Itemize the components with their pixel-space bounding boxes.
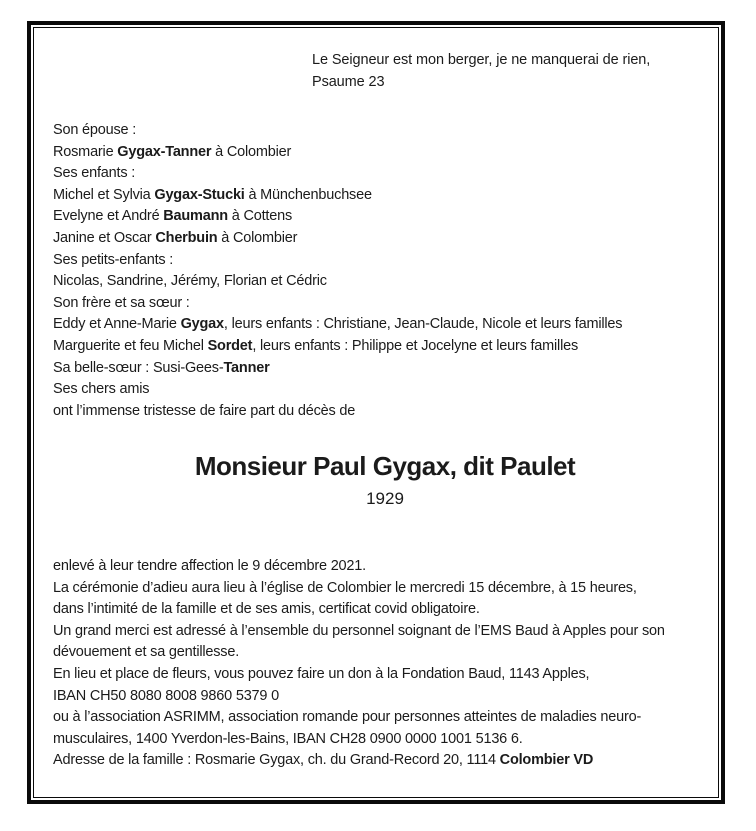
- text-line: ont l’immense tristesse de faire part du décès de: [53, 402, 356, 419]
- text-line: ou à l’association ASRIMM, association romande pour personnes atteintes de maladies neuro-: [53, 709, 642, 726]
- text-line: dans l’intimité de la famille et de ses amis, certificat covid obligatoire.: [53, 601, 480, 618]
- text-line: Un grand merci est adressé à l’ensemble du personnel soignant de l’EMS Baud à Apples pour son: [53, 622, 665, 639]
- text-line: Janine et Oscar Cherbuin à Colombier: [53, 229, 298, 246]
- epigraph-psalm-reference: Psaume 23: [312, 74, 385, 90]
- text-line: En lieu et place de fleurs, vous pouvez faire un don à la Fondation Baud, 1143 Apples,: [53, 665, 590, 682]
- deceased-name-block: [53, 450, 717, 511]
- text-line: Marguerite et feu Michel Sordet, leurs enfants : Philippe et Jocelyne et leurs familles: [53, 337, 579, 354]
- text-line: Sa belle-sœur : Susi-Gees-Tanner: [53, 359, 270, 376]
- text-line: Ses petits-enfants :: [53, 251, 174, 268]
- text-line: dévouement et sa gentillesse.: [53, 644, 240, 661]
- text-line: Nicolas, Sandrine, Jérémy, Florian et Cédric: [53, 273, 327, 290]
- text-line: enlevé à leur tendre affection le 9 décembre 2021.: [53, 558, 366, 574]
- deceased-name: Monsieur Paul Gygax, dit Paulet: [194, 451, 576, 481]
- text-line: Ses chers amis: [53, 381, 150, 398]
- text-line: Adresse de la famille : Rosmarie Gygax, ch. du Grand-Record 20, 1114 Colombier VD: [53, 752, 594, 769]
- text-line: Ses enfants :: [53, 165, 136, 182]
- funeral-details-lines: [53, 556, 665, 772]
- family-announcement-lines: [53, 120, 622, 422]
- epigraph-verse: Le Seigneur est mon berger, je ne manquerai de rien,: [312, 52, 651, 68]
- epigraph: [312, 49, 650, 93]
- text-line: Son frère et sa sœur :: [53, 294, 190, 311]
- text-line: IBAN CH50 8080 8008 9860 5379 0: [53, 687, 279, 704]
- text-line: Evelyne et André Baumann à Cottens: [53, 208, 293, 225]
- text-line: Eddy et Anne-Marie Gygax, leurs enfants : Christiane, Jean-Claude, Nicole et leurs familles: [53, 316, 623, 333]
- text-line: musculaires, 1400 Yverdon-les-Bains, IBAN CH28 0900 0000 1001 5136 6.: [53, 730, 523, 747]
- birth-year: 1929: [366, 489, 404, 508]
- text-line: Michel et Sylvia Gygax-Stucki à Münchenbuchsee: [53, 186, 372, 203]
- text-line: La cérémonie d’adieu aura lieu à l’église de Colombier le mercredi 15 décembre, à 15 heures,: [53, 579, 637, 596]
- text-line: Rosmarie Gygax-Tanner à Colombier: [53, 143, 292, 160]
- text-line: Son épouse :: [53, 122, 137, 138]
